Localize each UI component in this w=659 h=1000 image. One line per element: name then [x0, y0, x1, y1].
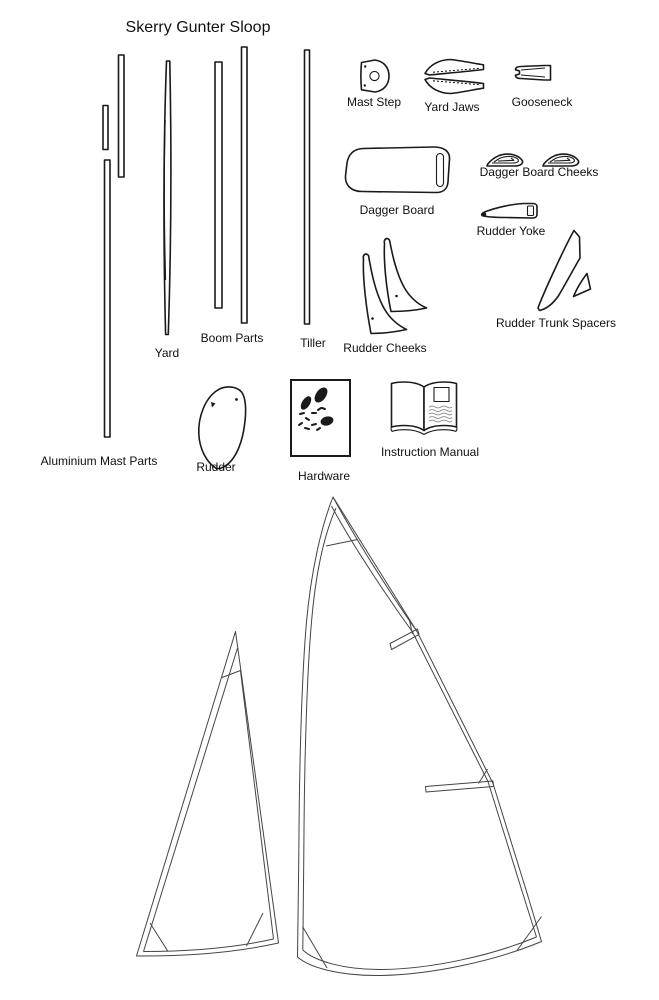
tiller-drawing [305, 50, 310, 324]
label-rudder-trunk-spacers: Rudder Trunk Spacers [495, 316, 617, 330]
aluminium-mast-parts-drawing [103, 55, 124, 437]
label-aluminium-mast-parts: Aluminium Mast Parts [40, 454, 158, 468]
label-dagger-board-cheeks: Dagger Board Cheeks [479, 165, 599, 179]
dagger-board-drawing [345, 147, 449, 193]
label-dagger-board: Dagger Board [359, 203, 435, 217]
main-sail-drawing [298, 497, 542, 976]
label-yard-jaws: Yard Jaws [424, 100, 480, 114]
yard-drawing [164, 61, 171, 335]
label-rudder-yoke: Rudder Yoke [476, 224, 546, 238]
jib-sail-drawing [137, 632, 279, 957]
rudder-yoke-drawing [482, 204, 537, 219]
label-boom-parts: Boom Parts [200, 331, 264, 345]
label-yard: Yard [154, 346, 180, 360]
label-mast-step: Mast Step [346, 95, 402, 109]
gooseneck-drawing [516, 66, 551, 81]
rudder-trunk-spacers-drawing [538, 231, 591, 311]
page-title: Skerry Gunter Sloop [125, 19, 271, 36]
rudder-drawing [199, 387, 246, 469]
label-rudder-cheeks: Rudder Cheeks [343, 341, 427, 355]
instruction-manual-drawing [391, 382, 457, 435]
rudder-cheeks-drawing [363, 239, 426, 334]
yard-jaws-drawing [425, 60, 484, 94]
label-tiller: Tiller [300, 336, 326, 350]
label-hardware: Hardware [297, 469, 351, 483]
boom-parts-drawing [215, 47, 247, 323]
label-rudder: Rudder [196, 460, 236, 474]
label-gooseneck: Gooseneck [511, 95, 573, 109]
mast-step-drawing [361, 60, 389, 92]
hardware-drawing [291, 380, 350, 456]
label-instruction-manual: Instruction Manual [380, 445, 480, 459]
